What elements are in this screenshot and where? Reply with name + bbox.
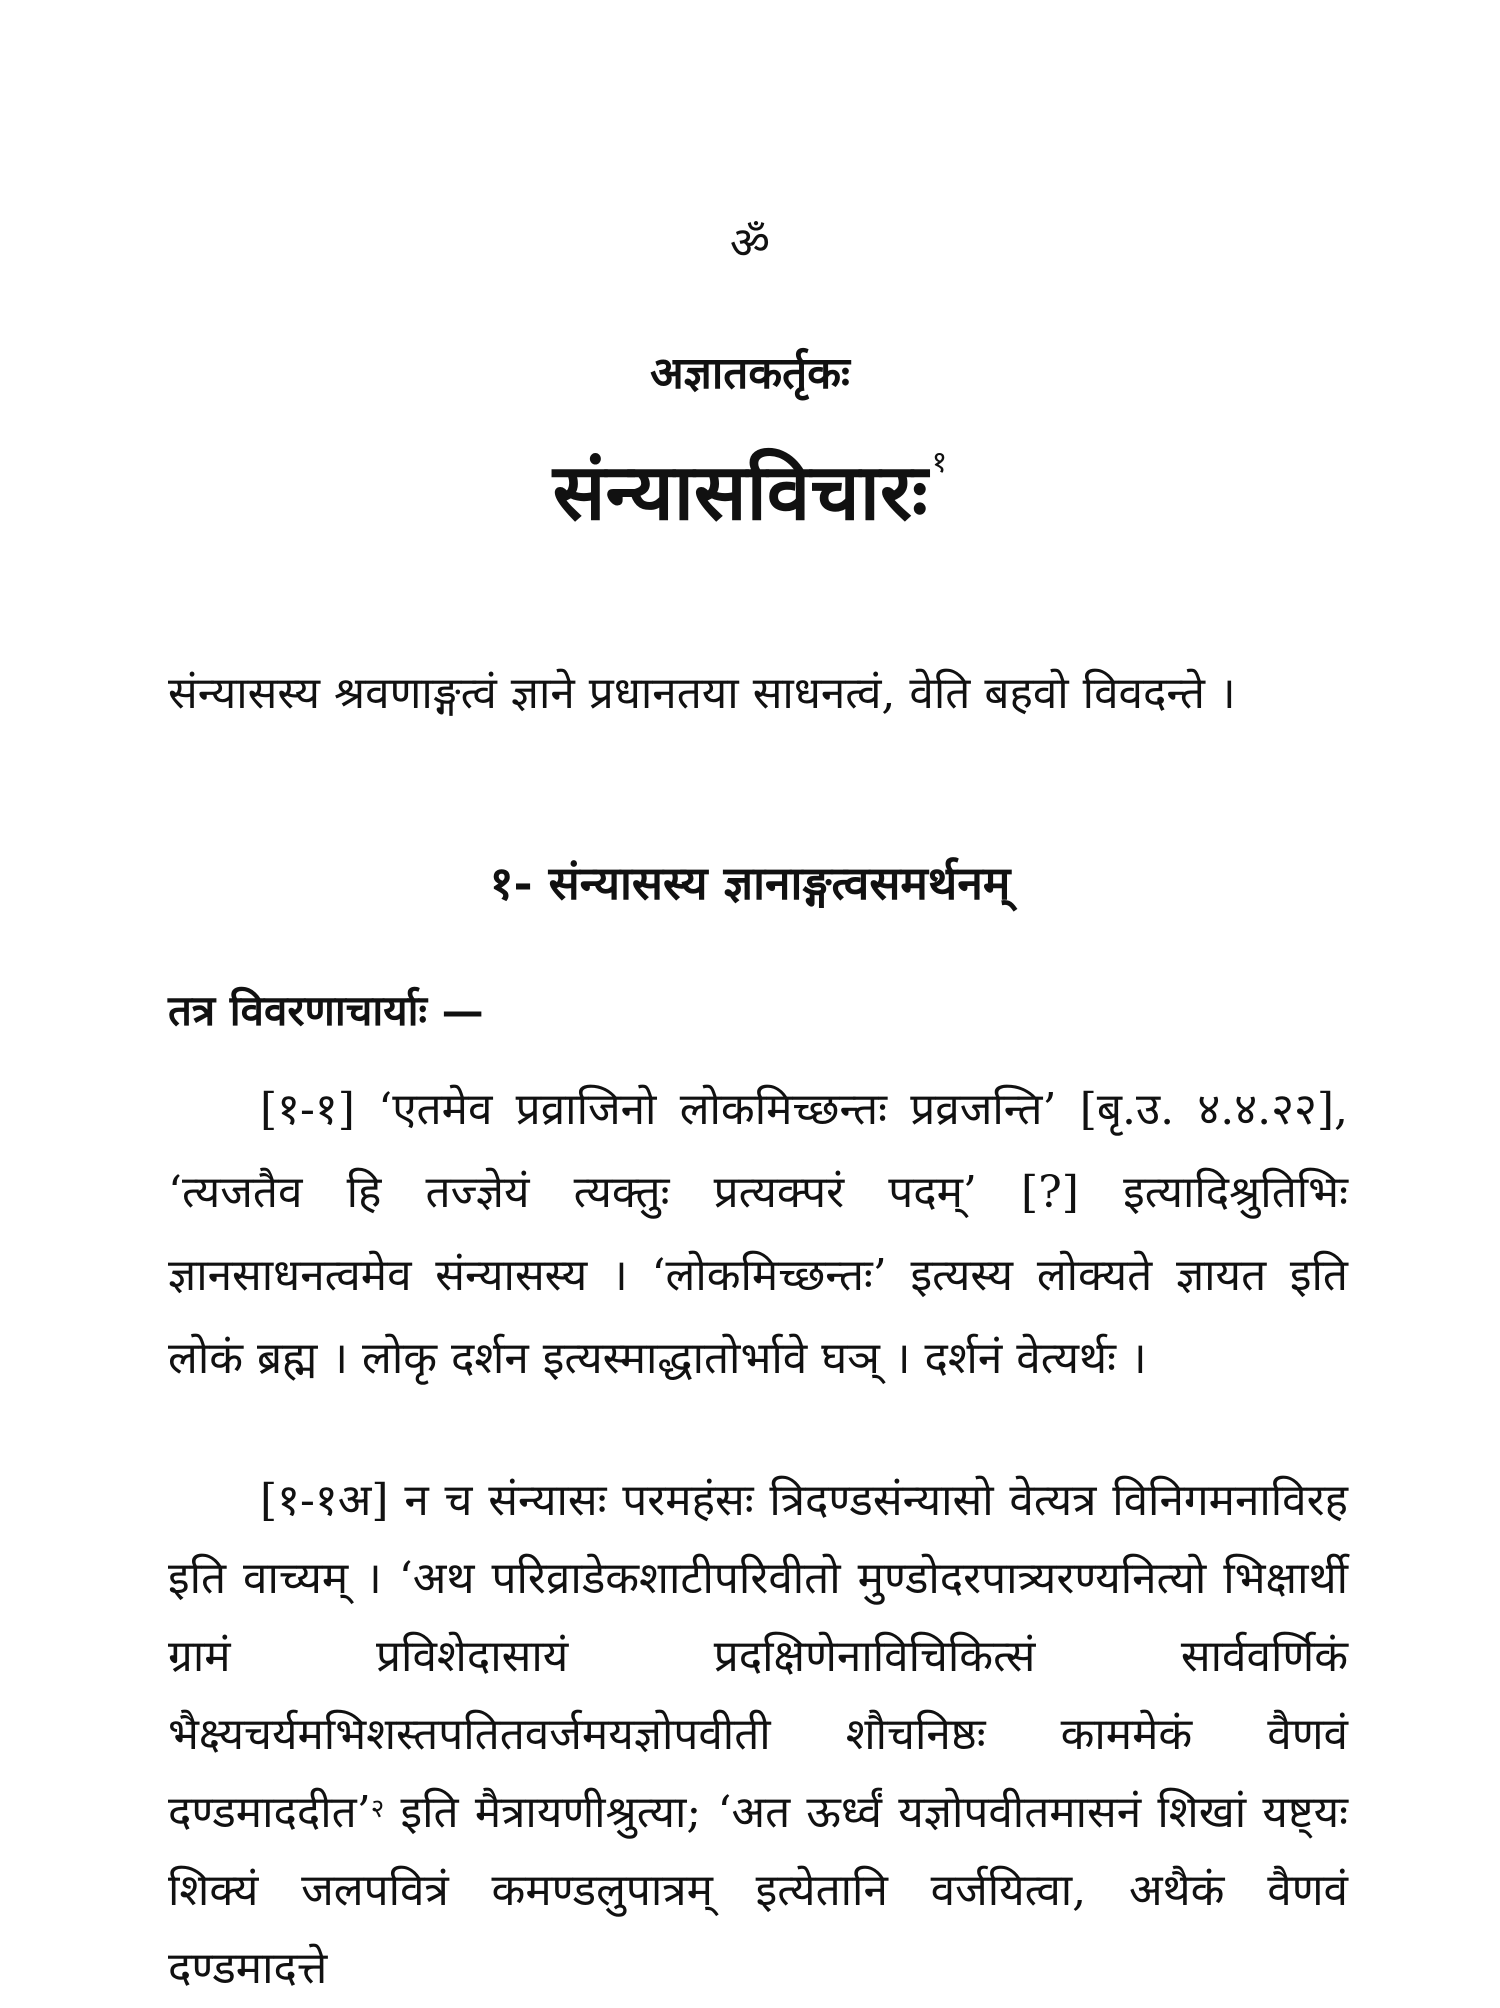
subheading: तत्र विवरणाचार्याः — [168, 986, 484, 1035]
paragraph-1-1a-part1: [१-१अ] न च संन्यासः परमहंसः त्रिदण्डसंन्यासो वेत्यत्र विनिगमनाविरह इति वाच्यम् । ‘अथ परिव्राडेकशाटीपरिवीतो मुण्डोदरपात्र्यरण्यनित्यो भिक्षार्थी ग्रामं प्रविशेदासायं प्रदक्षिणेनाविचिकित्सं सार्ववर्णिकं भैक्ष्यचर्यमभिशस्तपतितवर्जमयज्ञोपवीती शौचनिष्ठः काममेकं वैणवं दण्डमाददीत’ [168, 1475, 1348, 1838]
intro-paragraph: संन्यासस्य श्रवणाङ्गत्वं ज्ञाने प्रधानतया साधनत्वं, वेति बहवो विवदन्ते । [168, 668, 1236, 719]
title-text: संन्यासविचारः [552, 447, 928, 538]
paragraph-1-1a-part2: इति मैत्रायणीश्रुत्या; ‘अत ऊर्ध्वं यज्ञोपवीतमासनं शिखां यष्ट्यः शिक्यं जलपवित्रं कमण्डलुपात्रम् इत्येतानि वर्जयित्वा, अथैकं वैणवं दण्डमादत्ते [168, 1787, 1348, 1994]
paragraph-1-1a [168, 1462, 1348, 2008]
om-symbol: ॐ [729, 218, 771, 269]
author-line: अज्ञातकर्तृकः [650, 348, 850, 399]
title-footnote-marker: १ [931, 445, 948, 480]
footnote-marker-2: २ [370, 1794, 385, 1824]
section-heading: १- संन्यासस्य ज्ञानाङ्गत्वसमर्थनम् [489, 856, 1011, 910]
paragraph-1-1: [१-१] ‘एतमेव प्रव्राजिनो लोकमिच्छन्तः प्रव्रजन्ति’ [बृ.उ. ४.४.२२], ‘त्यजतैव हि तज्ज्ञेयं त्यक्तुः प्रत्यक्परं पदम्’ [?] इत्यादिश्रुतिभिः ज्ञानसाधनत्वमेव संन्यासस्य । ‘लोकमिच्छन्तः’ इत्यस्य लोक्यते ज्ञायत इति लोकं ब्रह्म । लोकृ दर्शन इत्यस्माद्धातोर्भावे घञ् । दर्शनं वेत्यर्थः । [168, 1084, 1348, 1384]
page-title [0, 445, 1500, 538]
